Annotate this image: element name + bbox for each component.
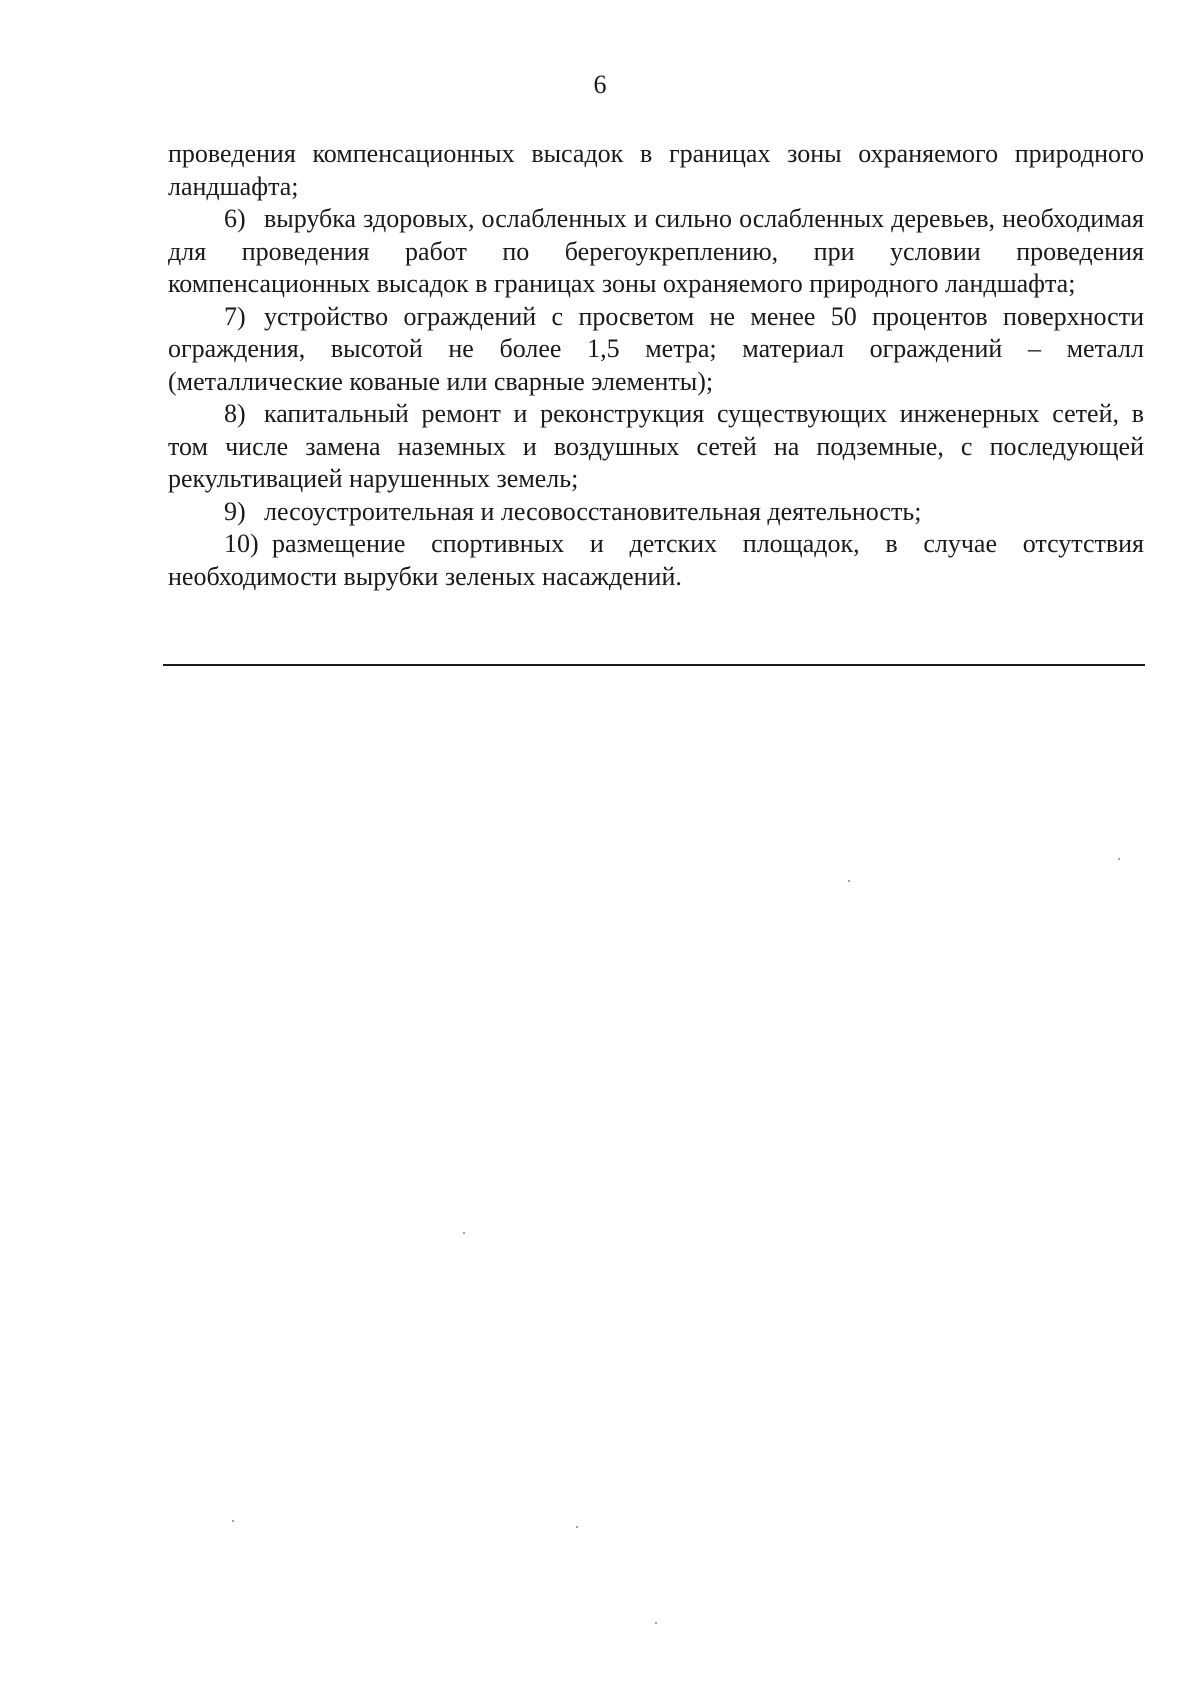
item-number: 9) [224,496,246,526]
paragraph-text: лесоустроительная и лесовосстановительная деятельность; [264,496,922,526]
item-number: 7) [224,301,246,331]
scan-speck [1118,858,1120,860]
end-of-text-rule [163,664,1145,666]
item-number: 6) [224,204,246,233]
list-item-8 [168,398,1144,496]
paragraph-text: размещение спортивных и детских площадок, в случае отсутствия необходимости вырубки зеленых насаждений. [168,529,1144,591]
scan-speck [232,1520,234,1522]
scan-speck [848,880,850,882]
paragraph-text: проведения компенсационных высадок в границах зоны охраняемого природного ландшафта; [168,139,1144,201]
page-number: 6 [593,70,607,99]
paragraph-text: вырубка здоровых, ослабленных и сильно ослабленных деревьев, необходимая для проведения работ по берегоукреплению, при условии проведения компенсационных высадок в границах зоны охраняемого природного ландшафта; [168,204,1144,298]
scan-speck [576,1526,578,1528]
list-item-7 [168,301,1144,399]
document-body [168,138,1144,593]
list-item-10 [168,528,1144,593]
list-item-9 [168,496,1144,529]
paragraph-text: капитальный ремонт и реконструкция существующих инженерных сетей, в том числе замена наземных и воздушных сетей на подземные, с последующей рекультивацией нарушенных земель; [168,399,1144,493]
scan-speck [463,1232,465,1234]
paragraph-text: устройство ограждений с просветом не менее 50 процентов поверхности ограждения, высотой не более 1,5 метра; материал ограждений – металл (металлические кованые или сварные элементы); [168,301,1144,396]
item-number: 8) [224,399,246,428]
paragraph-continuation [168,138,1144,203]
scan-speck [655,1622,657,1624]
item-number: 10) [224,529,259,558]
list-item-6 [168,203,1144,301]
